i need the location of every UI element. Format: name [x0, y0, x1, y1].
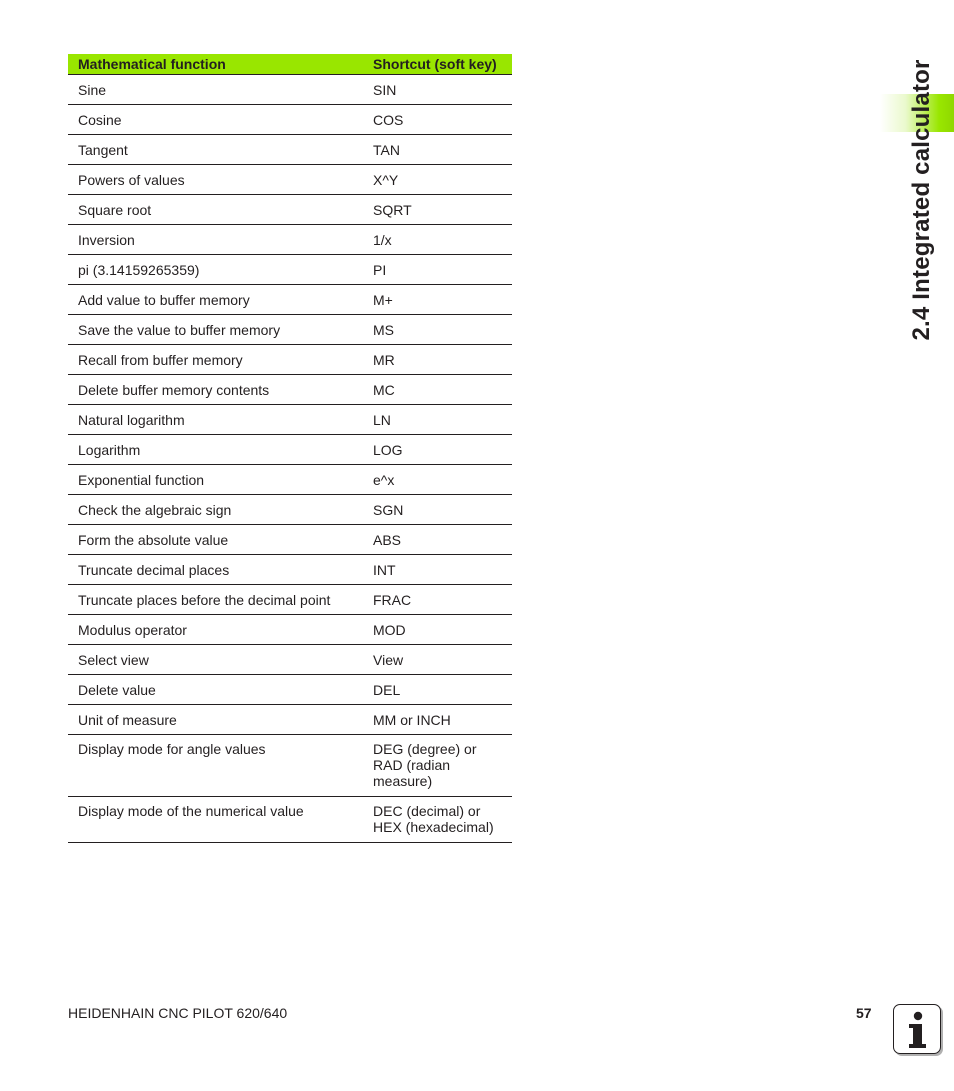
function-name: Truncate decimal places	[78, 562, 230, 578]
table-row	[68, 195, 512, 225]
soft-key: COS	[373, 112, 404, 128]
soft-key: MR	[373, 352, 395, 368]
page-number: 57	[856, 1005, 872, 1021]
soft-key: View	[373, 652, 404, 668]
table-row	[68, 495, 512, 525]
table-header	[68, 54, 512, 75]
function-name: Save the value to buffer memory	[78, 322, 281, 338]
table-row	[68, 315, 512, 345]
table-row	[68, 585, 512, 615]
soft-key: DEG (degree) or RAD (radian measure)	[373, 741, 477, 789]
soft-key: LOG	[373, 442, 403, 458]
function-name: Tangent	[78, 142, 128, 158]
function-name: Delete value	[78, 682, 156, 698]
function-name: Check the algebraic sign	[78, 502, 232, 518]
function-name: Form the absolute value	[78, 532, 229, 548]
soft-key: SQRT	[373, 202, 412, 218]
soft-key: DEC (decimal) or HEX (hexadecimal)	[373, 803, 494, 835]
table-row	[68, 615, 512, 645]
soft-key: SGN	[373, 502, 404, 518]
function-name: Unit of measure	[78, 712, 177, 728]
table-row	[68, 435, 512, 465]
table-row	[68, 555, 512, 585]
function-name: pi (3.14159265359)	[78, 262, 200, 278]
table-row	[68, 465, 512, 495]
function-name: Display mode for angle values	[78, 741, 266, 757]
soft-key: MC	[373, 382, 395, 398]
footer-product: HEIDENHAIN CNC PILOT 620/640	[68, 1005, 288, 1021]
chapter-title: 2.4 Integrated calculator	[908, 59, 935, 341]
function-name: Modulus operator	[78, 622, 187, 638]
soft-key: SIN	[373, 82, 397, 98]
table-row	[68, 345, 512, 375]
soft-key: e^x	[373, 472, 395, 488]
function-name: Select view	[78, 652, 149, 668]
soft-key: M+	[373, 292, 393, 308]
soft-key: DEL	[373, 682, 401, 698]
soft-key: ABS	[373, 532, 402, 548]
table-row	[68, 165, 512, 195]
table-row	[68, 705, 512, 735]
soft-key: MS	[373, 322, 394, 338]
soft-key: MOD	[373, 622, 406, 638]
table-row	[68, 75, 512, 105]
functions-table	[68, 54, 512, 843]
soft-key: INT	[373, 562, 396, 578]
table-row	[68, 405, 512, 435]
soft-key: LN	[373, 412, 391, 428]
function-name: Inversion	[78, 232, 135, 248]
soft-key: FRAC	[373, 592, 412, 608]
table-row	[68, 255, 512, 285]
soft-key: TAN	[373, 142, 400, 158]
table-row	[68, 797, 512, 843]
function-name: Square root	[78, 202, 152, 218]
function-name: Recall from buffer memory	[78, 352, 243, 368]
function-name: Cosine	[78, 112, 122, 128]
info-icon	[893, 1004, 941, 1054]
function-name: Logarithm	[78, 442, 141, 458]
function-name: Sine	[78, 82, 107, 98]
table-row	[68, 105, 512, 135]
soft-key: MM or INCH	[373, 712, 451, 728]
table-row	[68, 285, 512, 315]
function-name: Delete buffer memory contents	[78, 382, 270, 398]
table-row	[68, 735, 512, 797]
function-name: Add value to buffer memory	[78, 292, 250, 308]
table-row	[68, 675, 512, 705]
function-name: Exponential function	[78, 472, 205, 488]
table-row	[68, 225, 512, 255]
table-row	[68, 375, 512, 405]
function-name: Natural logarithm	[78, 412, 185, 428]
table-row	[68, 135, 512, 165]
table-row	[68, 645, 512, 675]
table-body	[68, 75, 512, 843]
header-function: Mathematical function	[78, 56, 226, 72]
function-name: Powers of values	[78, 172, 185, 188]
soft-key: X^Y	[373, 172, 399, 188]
soft-key: 1/x	[373, 232, 392, 248]
table-row	[68, 525, 512, 555]
header-shortcut: Shortcut (soft key)	[373, 56, 497, 72]
function-name: Truncate places before the decimal point	[78, 592, 331, 608]
soft-key: PI	[373, 262, 387, 278]
function-name: Display mode of the numerical value	[78, 803, 304, 819]
